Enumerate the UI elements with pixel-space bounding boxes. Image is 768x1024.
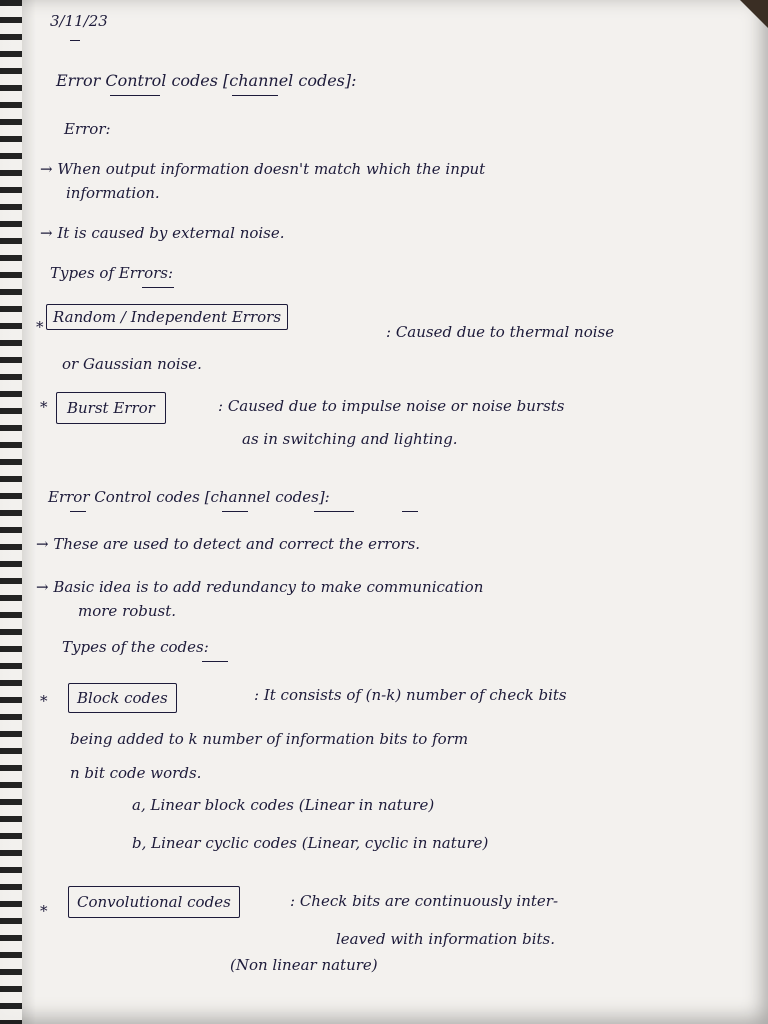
block-codes-label: Block codes [68,683,177,713]
random-errors-desc: : Caused due to thermal noise [386,323,615,341]
bullet-marker: * [36,318,44,336]
error-point: → When output information doesn't match which the input [40,160,486,178]
error-point: → It is caused by external noise. [40,224,285,242]
block-codes-subtype: a, Linear block codes (Linear in nature) [132,796,435,814]
spiral-binding [0,0,22,1024]
burst-error-desc: : Caused due to impulse noise or noise bursts [218,397,565,415]
convolutional-codes-note: (Non linear nature) [230,956,378,974]
convolutional-codes-desc: : Check bits are continuously inter- [290,892,559,910]
block-codes-desc: : It consists of (n-k) number of check bits [254,686,567,704]
bullet-marker: * [40,398,48,416]
types-of-errors-heading: Types of Errors: [50,264,174,282]
bullet-marker: * [40,692,48,710]
types-of-codes-heading: Types of the codes: [62,638,209,656]
error-point: information. [66,184,160,202]
random-errors-label: Random / Independent Errors [46,304,288,330]
block-codes-desc: being added to k number of information bits to form [70,730,469,748]
ecc-heading: Error Control codes [channel codes]: [48,488,330,506]
ecc-point: → Basic idea is to add redundancy to make communication [36,578,484,596]
ecc-point: more robust. [78,602,177,620]
convolutional-codes-label: Convolutional codes [68,886,240,918]
ecc-point: → These are used to detect and correct the errors. [36,535,421,553]
bullet-marker: * [40,902,48,920]
date: 3/11/23 [50,12,108,30]
block-codes-subtype: b, Linear cyclic codes (Linear, cyclic in nature) [132,834,489,852]
error-heading: Error: [64,120,111,138]
random-errors-desc: or Gaussian noise. [62,355,202,373]
burst-error-desc: as in switching and lighting. [242,430,458,448]
burst-error-label: Burst Error [56,392,166,424]
block-codes-desc: n bit code words. [70,764,202,782]
convolutional-codes-desc: leaved with information bits. [336,930,555,948]
page-title: Error Control codes [channel codes]: [56,71,357,90]
